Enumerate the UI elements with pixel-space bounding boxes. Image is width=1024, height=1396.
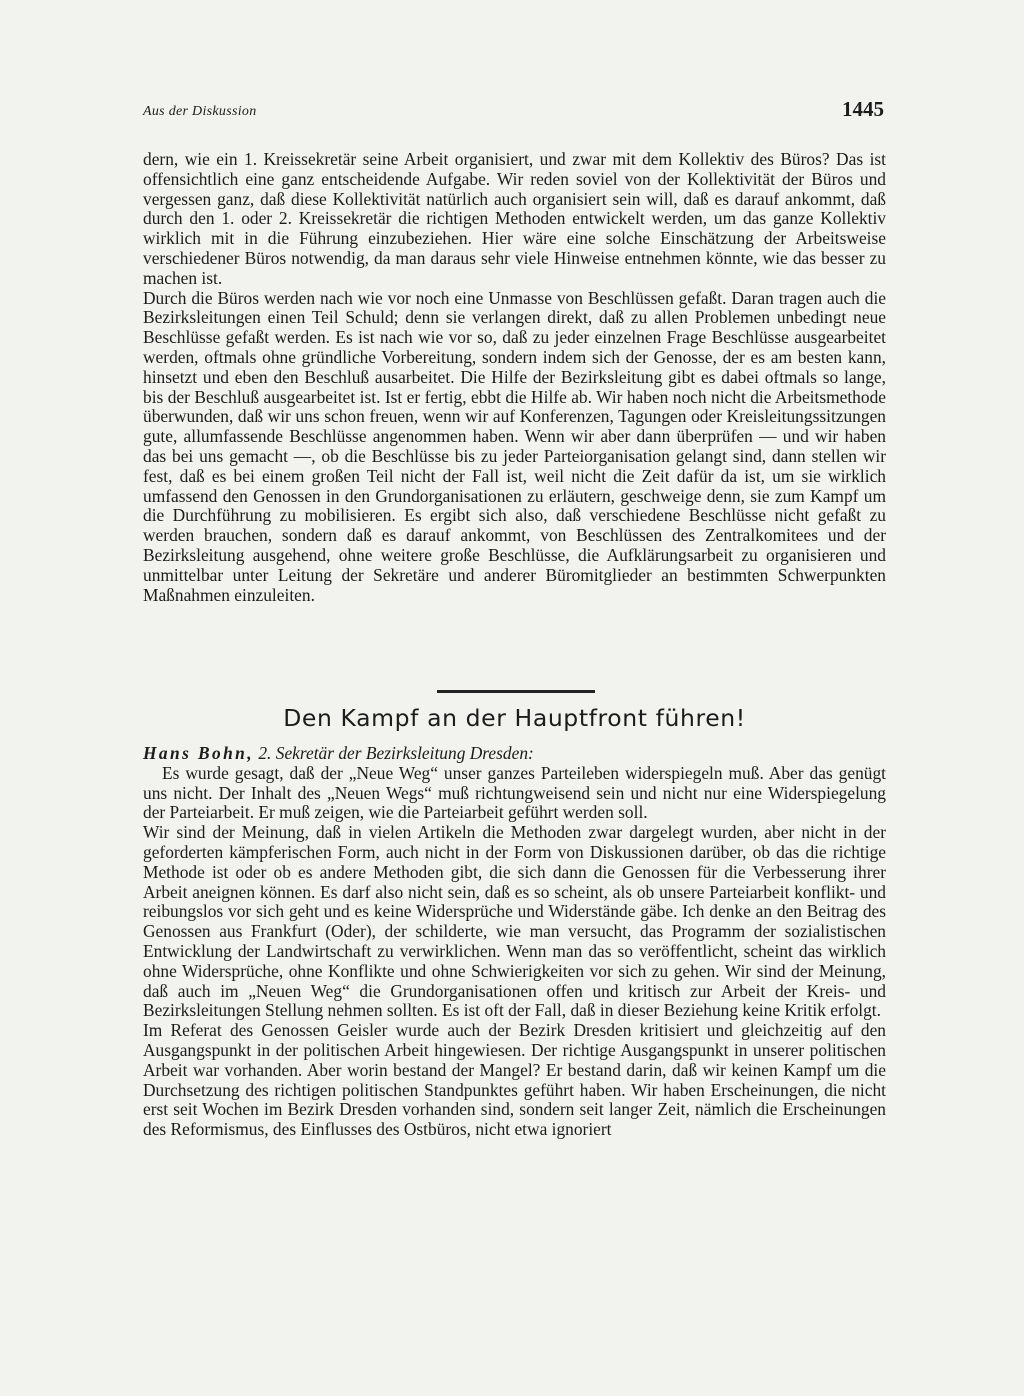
section-body	[143, 744, 886, 1140]
paragraph: Es wurde gesagt, daß der „Neue Weg“ unser ganzes Parteileben widerspiegeln muß. Aber das genügt uns nicht. Der Inhalt des „Neuen Wegs“ muß richtungweisend sein und nicht nur eine Widerspiegelung der Parteiarbeit. Er muß zeigen, wie die Parteiarbeit geführt werden soll.	[143, 762, 886, 823]
section-heading: Den Kampf an der Hauptfront führen!	[283, 704, 746, 732]
continued-text-block	[143, 150, 886, 605]
paragraph: Im Referat des Genossen Geisler wurde auch der Bezirk Dresden kritisiert und gleichzeitig auf den Ausgangspunkt in der politischen Arbeit hingewiesen. Der richtige Ausgangspunkt in unserer politischen Arbeit war vorhanden. Aber worin bestand der Mangel? Er bestand darin, daß wir keinen Kampf um die Durchsetzung des richtigen politischen Standpunktes geführt haben. Wir haben Erscheinungen, die nicht erst seit Wochen im Bezirk Dresden vorhanden sind, sondern seit langer Zeit, nämlich die Erscheinungen des Reformismus, des Einflusses des Ostbüros, nicht etwa ignoriert	[143, 1020, 886, 1140]
paragraph: Wir sind der Meinung, daß in vielen Artikeln die Methoden zwar dargelegt wurden, aber nicht in der geforderten kämpferischen Form, auch nicht in der Form von Diskussionen darüber, ob das die richtige Methode ist oder ob es andere Methoden gibt, die sich dann die Genossen für die Verbesserung ihrer Arbeit aneignen können. Es darf also nicht sein, daß es so scheint, als ob unsere Parteiarbeit konflikt- und reibungslos vor sich geht und es keine Widersprüche und Widerstände gäbe. Ich denke an den Beitrag des Genossen aus Frankfurt (Oder), der schilderte, wie man versucht, das Programm der sozialistischen Entwicklung der Landwirtschaft zu verwirklichen. Wenn man das so veröffentlicht, scheint das wirklich ohne Widersprüche, ohne Konflikte und ohne Schwierigkeiten vor sich zu gehen. Wir sind der Meinung, daß auch im „Neuen Weg“ die Grundorganisationen offen und kritisch zur Arbeit der Kreis- und Bezirksleitungen Stellung nehmen sollten. Es ist oft der Fall, daß in dieser Beziehung keine Kritik erfolgt.	[143, 822, 886, 1021]
author-role: 2. Sekretär der Bezirksleitung Dresden:	[258, 743, 534, 763]
byline	[143, 744, 886, 764]
running-head: Aus der Diskussion	[143, 104, 257, 119]
author-name: Hans Bohn,	[143, 743, 254, 763]
section-divider	[437, 690, 595, 693]
paragraph: Durch die Büros werden nach wie vor noch eine Unmasse von Beschlüssen gefaßt. Daran tragen auch die Bezirksleitungen einen Teil Schuld; denn sie verlangen direkt, daß zu allen Problemen unbedingt neue Beschlüsse gefaßt werden. Es ist nach wie vor so, daß zu jeder einzelnen Frage Beschlüsse ausgearbeitet werden, oftmals ohne gründliche Vorbereitung, sondern indem sich der Genosse, der es am besten kann, hinsetzt und eben den Beschluß ausarbeitet. Die Hilfe der Bezirksleitung gibt es dabei oftmals so lange, bis der Beschluß ausgearbeitet ist. Ist er fertig, ebbt die Hilfe ab. Wir haben noch nicht die Arbeitsmethode überwunden, daß wir uns schon freuen, wenn wir auf Konferenzen, Tagungen oder Kreisleitungssitzungen gute, allumfassende Beschlüsse angenommen haben. Wenn wir aber dann überprüfen — und wir haben das bei uns gemacht —, ob die Beschlüsse bis zu jeder Parteiorganisation gelangt sind, dann stellen wir fest, daß es bei einem großen Teil nicht der Fall ist, weil nicht die Zeit dafür da ist, um sie wirklich umfassend den Genossen in den Grundorganisationen zu erläutern, geschweige denn, sie zum Kampf um die Durchführung zu mobilisieren. Es ergibt sich also, daß verschiedene Beschlüsse nicht gefaßt zu werden brauchen, sondern daß es darauf ankommt, von Beschlüssen des Zentralkomitees und der Bezirksleitung ausgehend, ohne weitere große Beschlüsse, die Aufklärungsarbeit zu organisieren und unmittelbar unter Leitung der Sekretäre und anderer Büromitglieder an bestimmten Schwerpunkten Maßnahmen einzuleiten.	[143, 287, 886, 605]
page-header	[143, 92, 884, 122]
page-number: 1445	[842, 97, 884, 121]
paragraph: dern, wie ein 1. Kreissekretär seine Arbeit organisiert, und zwar mit dem Kollektiv des Büros? Das ist offensichtlich eine ganz entscheidende Aufgabe. Wir reden soviel von der Kollektivität der Büros und vergessen ganz, daß diese Kollektivität natürlich auch organisiert sein will, daß es darauf ankommt, daß durch den 1. oder 2. Kreissekretär die richtigen Methoden entwickelt werden, um das ganze Kollektiv wirklich mit in die Führung einzubeziehen. Hier wäre eine solche Einschätzung der Arbeitsweise verschiedener Büros notwendig, da man daraus sehr viele Hinweise entnehmen könnte, wie das besser zu machen ist.	[143, 149, 886, 288]
